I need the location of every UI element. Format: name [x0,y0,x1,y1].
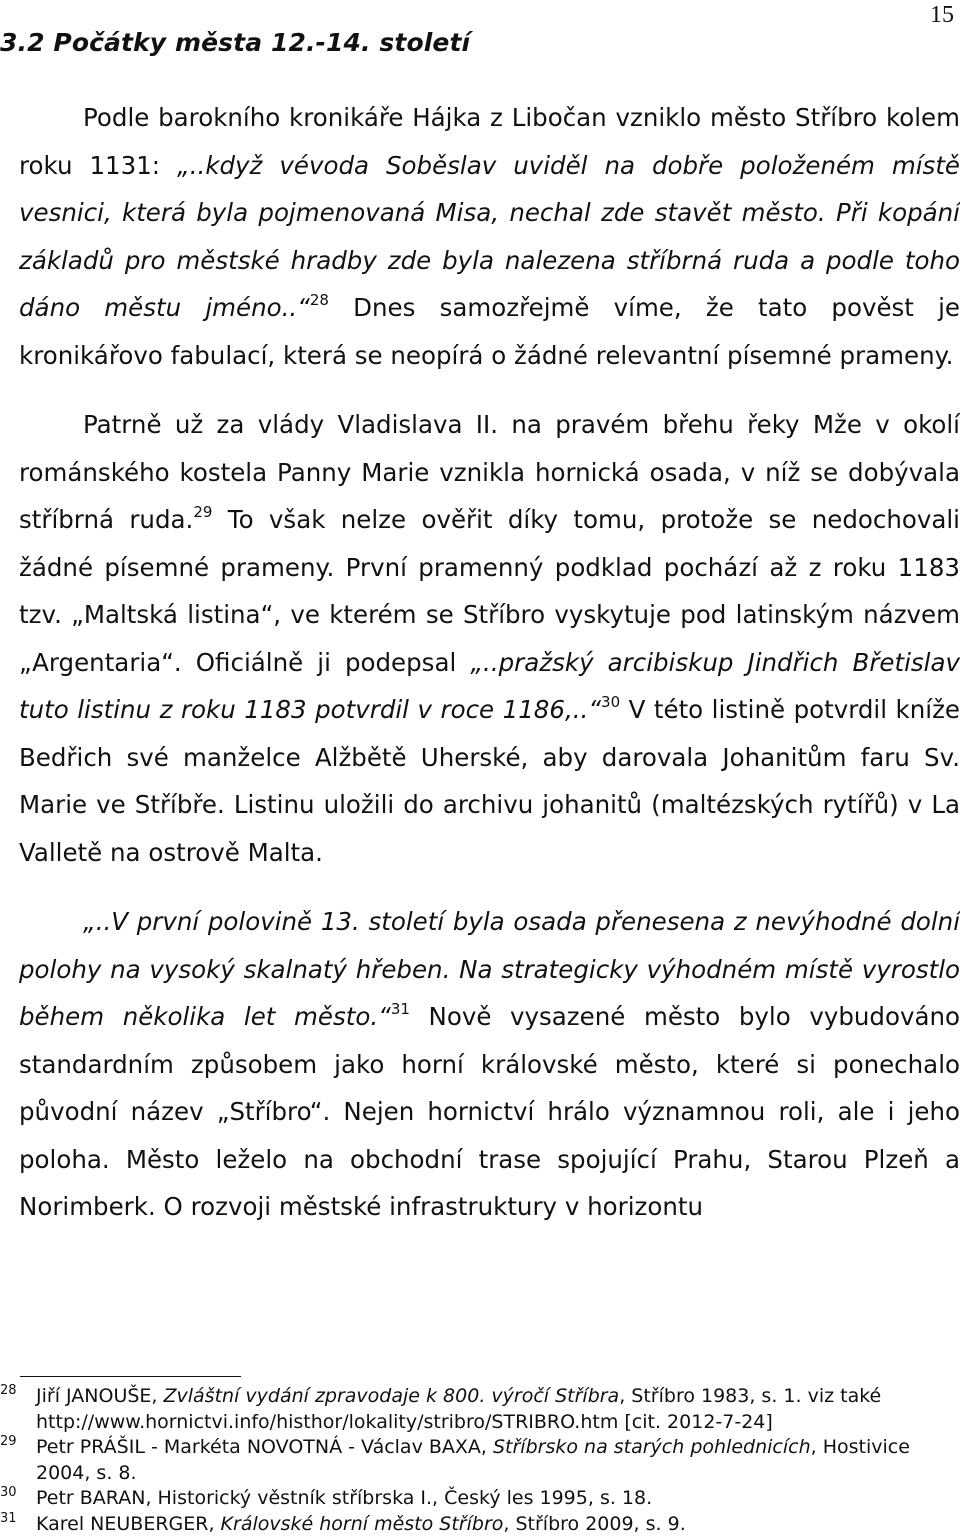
footnote-ref-29: 29 [193,503,213,521]
section-heading: 3.2 Počátky města 12.-14. století [0,28,471,57]
p1-quote: „..když vévoda Soběslav uviděl na dobře položeném místě vesnici, která byla pojmenovaná Misa, nechal zde stavět město. Při kopání základů pro městské hradby zde byla nalezena stříbrná ruda a podle toho dáno městu jméno..“ [19,150,960,322]
footnote-text: Jiří JANOUŠE, [36,1385,164,1407]
paragraph-3 [19,898,960,1231]
p2-text: Patrně už za vlády Vladislava II. na pravém břehu řeky Mže v okolí románského kostela Panny Marie vznikla hornická osada, v níž se dobývala stříbrná ruda. [19,410,960,534]
paragraph-2 [19,401,960,876]
footnote-title: Stříbrsko na starých pohlednicích [492,1436,811,1458]
p2-text-mid: To však nelze ověřit díky tomu, protože se nedochovali žádné písemné prameny. První pramenný podklad pochází až z roku 1183 tzv. „Maltská listina“, ve kterém se Stříbro vyskytuje pod latinským názvem „Argentaria“. Oficiálně ji podepsal [19,505,960,677]
footnote-text: Karel NEUBERGER, [36,1512,221,1535]
footnote-number: 31 [0,1510,17,1526]
p3-quote: „..V první polovině 13. století byla osada přenesena z nevýhodné dolní polohy na vysoký skalnatý hřeben. Na strategicky výhodném místě vyrostlo během několika let město.“ [19,907,960,1031]
footnote-ref-28: 28 [309,291,329,309]
p2-text-after: V této listině potvrdil kníže Bedřich své manželce Alžbětě Uherské, aby darovala Johanitům faru Sv. Marie ve Stříbře. Listinu uložili do archivu johanitů (maltézských rytířů) v La Valletě na ostrově Malta. [19,695,960,867]
footnote-text-after: , Stříbro 2009, s. 9. [503,1512,686,1535]
paragraph-1 [19,94,960,379]
p3-text-after: Nově vysazené město bylo vybudováno standardním způsobem jako horní královské město, které si ponechalo původní název „Stříbro“. Nejen hornictví hrálo významnou roli, ale i jeho poloha. Město leželo na obchodní trase spojující Prahu, Starou Plzeň a Norimberk. O rozvoji městské infrastruktury v horizontu [19,1002,960,1221]
main-text [19,94,960,1231]
p1-text: Podle barokního kronikáře Hájka z Libočan vzniklo město Stříbro kolem roku 1131: [19,103,960,180]
footnote-number: 29 [0,1434,17,1449]
footnote-title: Královské horní město Stříbro [220,1512,504,1535]
footnote-number: 28 [0,1383,17,1398]
footnote-number: 30 [0,1485,17,1500]
footnote-text-after: , Hostivice 2004, s. 8. [36,1436,910,1484]
footnote-text: Petr PRÁŠIL - Markéta NOVOTNÁ - Václav BAXA, [36,1436,493,1458]
footnotes [0,1384,960,1537]
footnote-ref-31: 31 [390,1000,410,1018]
footnote-title: Zvláštní vydání zpravodaje k 800. výročí Stříbra [163,1385,620,1407]
footnote-29 [0,1435,960,1486]
page-number: 15 [930,2,954,28]
footnote-31 [0,1512,960,1538]
footnote-text: Petr BARAN, Historický věstník stříbrska I., Český les 1995, s. 18. [36,1487,653,1509]
p2-quote: „..pražský arcibiskup Jindřich Břetislav tuto listinu z roku 1183 potvrdil v roce 1186,..“ [19,647,960,724]
footnote-separator [20,1376,241,1377]
footnote-28 [0,1384,960,1435]
footnote-30 [0,1486,960,1512]
footnote-ref-30: 30 [601,693,621,711]
p1-text-after: Dnes samozřejmě víme, že tato pověst je kronikářovo fabulací, která se neopírá o žádné relevantní písemné prameny. [19,293,960,370]
footnote-text-after: , Stříbro 1983, s. 1. viz také http://www.hornictvi.info/histhor/lokality/stribro/STRIBRO.htm [cit. 2012-7-24] [36,1385,882,1433]
